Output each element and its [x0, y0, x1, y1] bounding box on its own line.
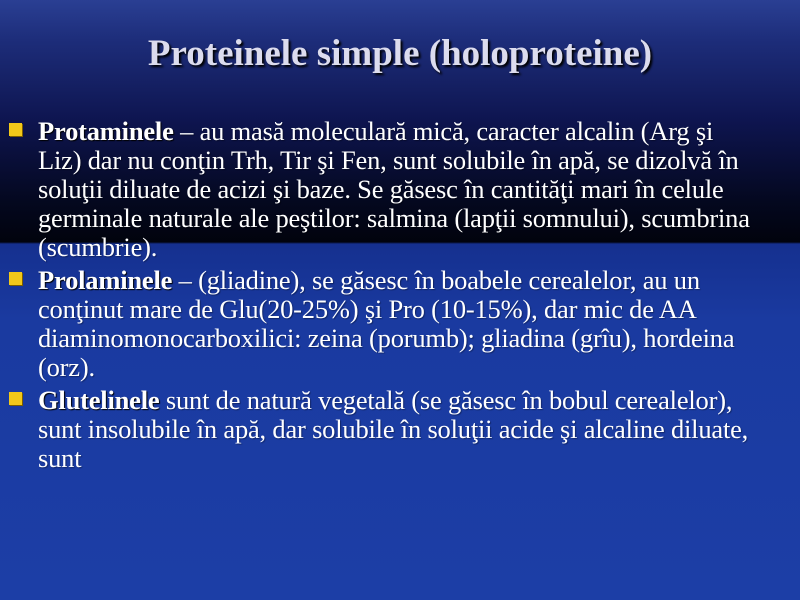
slide-title: Proteinele simple (holoproteine) [147, 33, 653, 74]
bullet-term: Glutelinele [38, 385, 160, 415]
square-bullet-icon [9, 392, 22, 405]
bullet-item-prolaminele [0, 266, 800, 382]
bullet-list [0, 117, 800, 477]
bullet-text: – au masă moleculară mică, caracter alcalin (Arg şi Liz) dar nu conţin Trh, Tir şi Fen, sunt solubile în apă, se dizolvă în soluţii diluate de acizi şi baze. Se găsesc în cantităţi mari în celule germinale naturale ale peştilor: salmina (lapţii somnului), scumbrina (scumbrie). [38, 116, 750, 262]
bullet-text: – (gliadine), se găsesc în boabele cerealelor, au un conţinut mare de Glu(20-25%) şi Pro (10-15%), dar mic de AA diaminomonocarboxilici: zeina (porumb); gliadina (grîu), hordeina (orz). [38, 265, 735, 382]
square-bullet-icon [9, 123, 22, 136]
bullet-term: Protaminele [38, 116, 174, 146]
bullet-term: Prolaminele [38, 265, 173, 295]
square-bullet-icon [9, 272, 22, 285]
bullet-text: sunt de natură vegetală (se găsesc în bobul cerealelor), sunt insolubile în apă, dar solubile în soluţii acide şi alcaline diluate, sunt [38, 385, 749, 473]
bullet-item-glutelinele [0, 386, 800, 473]
bullet-item-protaminele [0, 117, 800, 262]
